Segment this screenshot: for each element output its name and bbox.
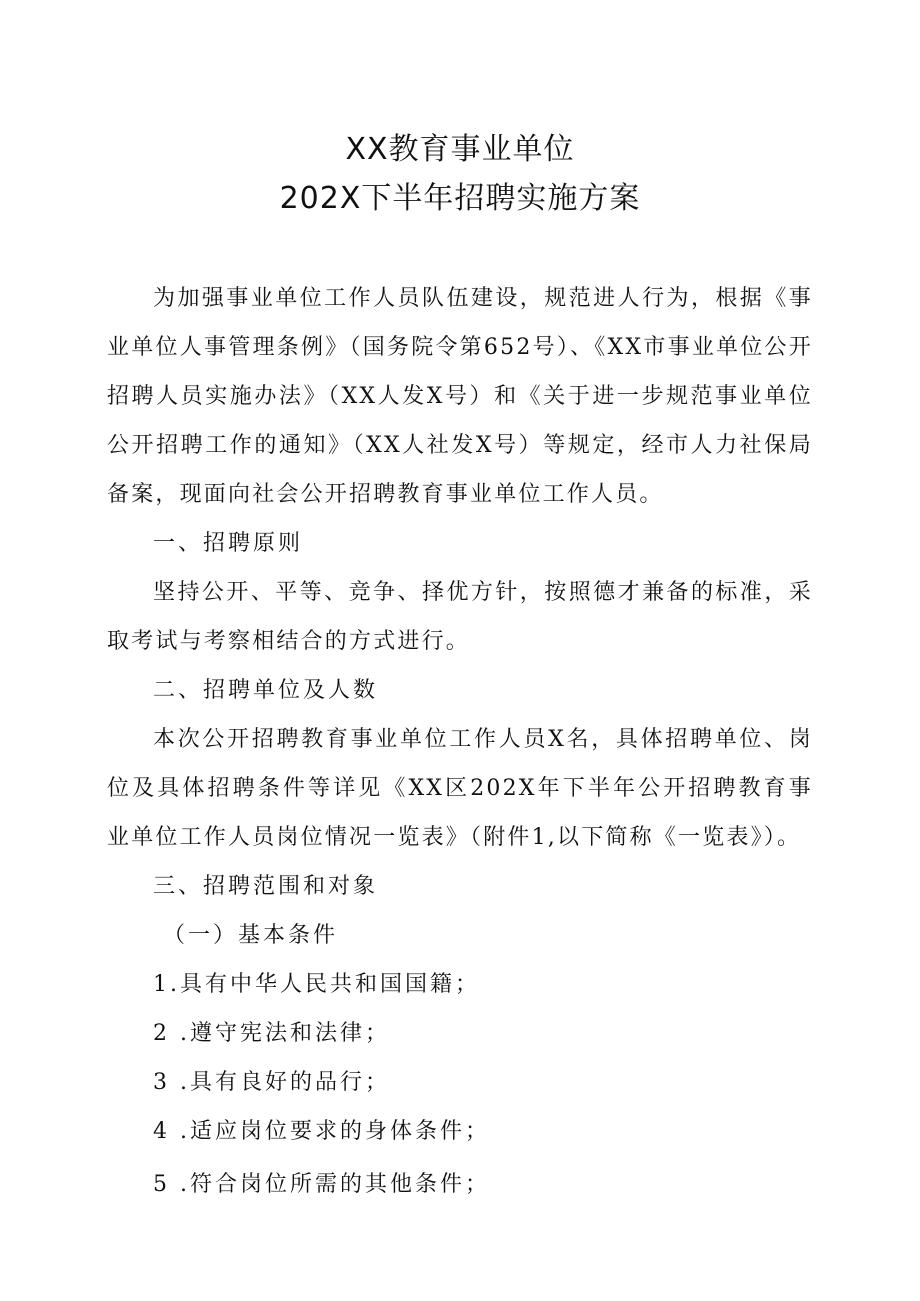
condition-item-1: 1.具有中华人民共和国国籍； (153, 972, 480, 997)
section2-heading: 二、招聘单位及人数 (153, 678, 379, 703)
condition-item-3: 3 .具有良好的品行； (153, 1070, 390, 1095)
subsection1-heading: （一）基本条件 (163, 923, 339, 948)
section2-paragraph: 本次公开招聘教育事业单位工作人员X名，具体招聘单位、岗位及具体招聘条件等详见《XX区202X年下半年公开招聘教育事业单位工作人员岗位情况一览表》（附件1,以下简称《一览表》）。 (107, 727, 813, 850)
intro-paragraph: 为加强事业单位工作人员队伍建设，规范进人行为，根据《事业单位人事管理条例》（国务院令第652号）、《XX市事业单位公开招聘人员实施办法》（XX人发X号）和《关于进一步规范事业单位公开招聘工作的通知》（XX人社发X号）等规定，经市人力社保局备案，现面向社会公开招聘教育事业单位工作人员。 (107, 286, 813, 507)
section1-paragraph: 坚持公开、平等、竞争、择优方针，按照德才兼备的标准，采取考试与考察相结合的方式进行。 (107, 580, 813, 654)
condition-item-5: 5 .符合岗位所需的其他条件； (153, 1172, 490, 1197)
section3-heading: 三、招聘范围和对象 (153, 874, 379, 899)
section1-heading: 一、招聘原则 (153, 531, 304, 556)
condition-item-4: 4 .适应岗位要求的身体条件； (153, 1119, 490, 1144)
document-title-line2: 202X下半年招聘实施方案 (279, 181, 641, 216)
document-title-line1: XX教育事业单位 (345, 132, 575, 167)
document-body (107, 274, 813, 1209)
condition-item-2: 2 .遵守宪法和法律； (153, 1021, 390, 1046)
